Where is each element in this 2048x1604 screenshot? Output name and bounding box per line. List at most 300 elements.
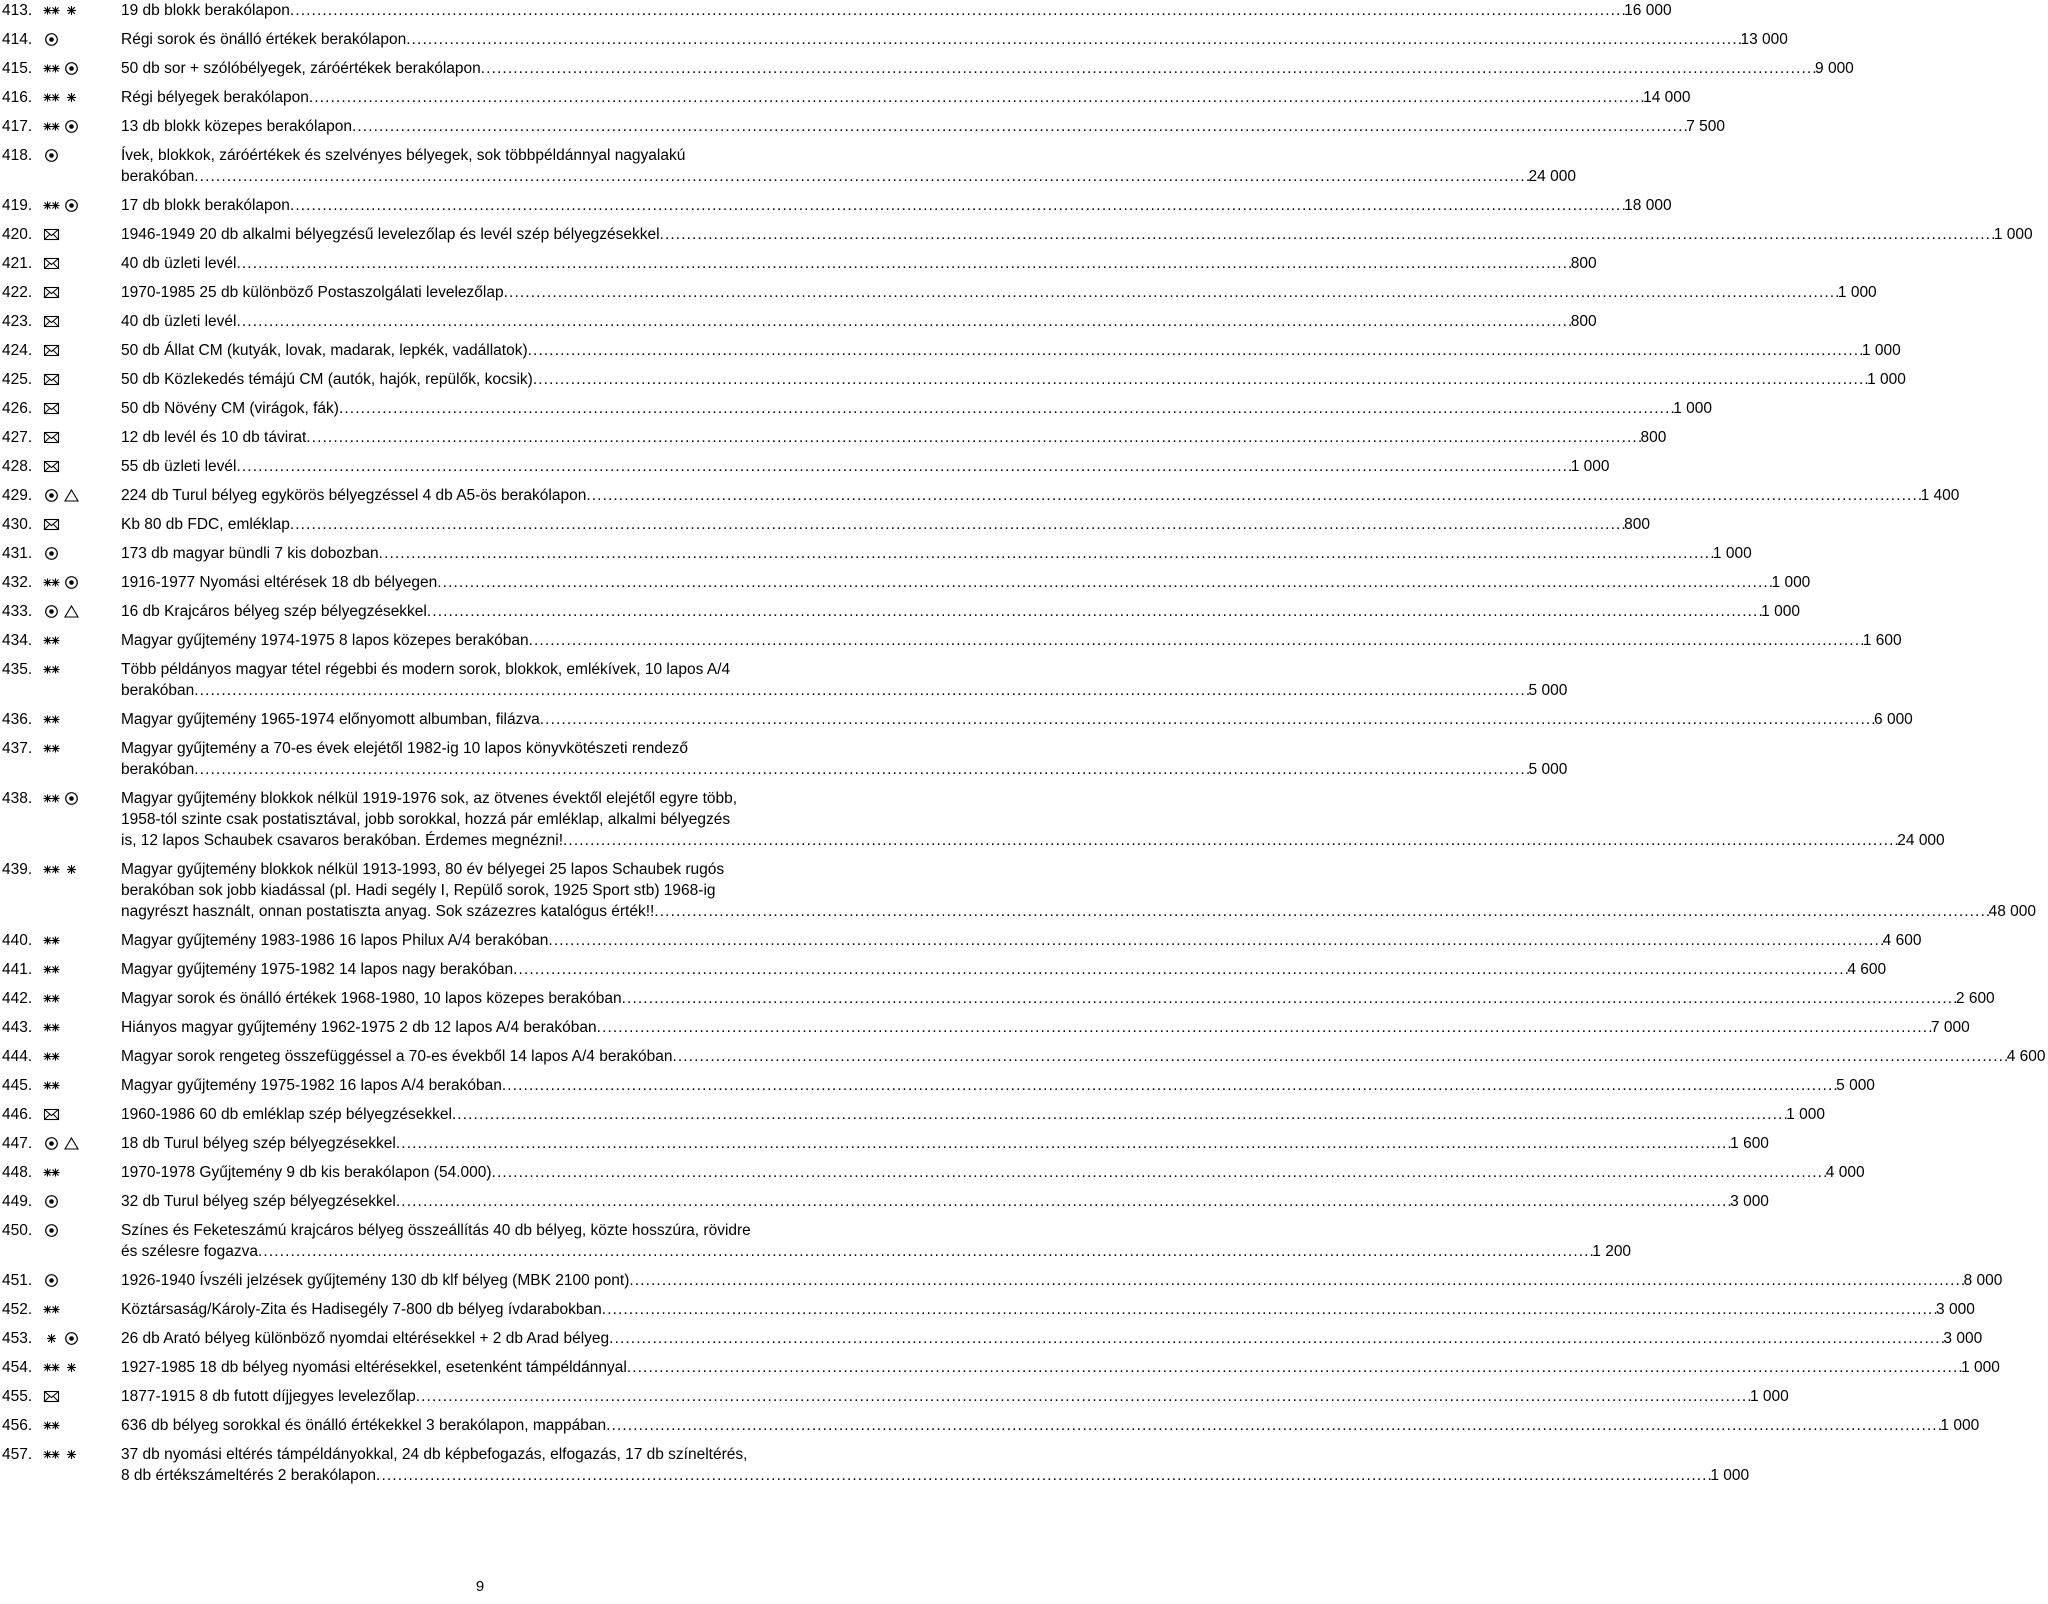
dot-leader xyxy=(528,340,1862,361)
lot-description xyxy=(121,340,1903,361)
dot-leader xyxy=(376,1465,1710,1486)
condition-icons xyxy=(43,959,121,980)
condition-icons xyxy=(43,398,121,419)
lot-description xyxy=(121,58,1856,79)
lot-description xyxy=(121,1270,2004,1291)
condition-icons xyxy=(43,659,121,701)
lot-number: 457. xyxy=(2,1446,33,1463)
description-text: Magyar gyűjtemény 1983-1986 16 lapos Philux A/4 berakóban xyxy=(121,932,549,949)
condition-icons xyxy=(43,1220,121,1262)
circle-postmark-icon xyxy=(43,488,60,503)
description-text: 1960-1986 60 db emléklap szép bélyegzésekkel xyxy=(121,1106,452,1123)
description-price-line xyxy=(121,1075,1875,1096)
description-price-line xyxy=(121,282,1877,303)
lot-price: 1 000 xyxy=(1710,1467,1750,1484)
description-text: 13 db blokk közepes berakólapon xyxy=(121,118,352,135)
description-line: Magyar gyűjtemény blokkok nélkül 1913-1993, 80 év bélyegei 25 lapos Schaubek rugós xyxy=(121,861,725,878)
lot-number: 418. xyxy=(2,147,33,164)
condition-icons xyxy=(43,340,121,361)
triangle-icon xyxy=(63,488,80,503)
condition-icons xyxy=(43,282,121,303)
description-text: is, 12 lapos Schaubek csavaros berakóban. Érdemes megnézni! xyxy=(121,832,563,849)
description-text: 50 db Növény CM (virágok, fák) xyxy=(121,400,339,417)
condition-icons xyxy=(43,1444,121,1486)
envelope-icon xyxy=(43,430,60,445)
description-price-line xyxy=(121,224,2033,245)
dot-leader xyxy=(306,427,1640,448)
dot-leader xyxy=(533,369,1867,390)
condition-icons xyxy=(43,485,121,506)
circle-postmark-icon xyxy=(63,791,80,806)
lot-entry xyxy=(2,543,1752,564)
description-line: Színes és Feketeszámú krajcáros bélyeg összeállítás 40 db bélyeg, közte hosszúra, rövidre xyxy=(121,1222,751,1239)
dot-leader xyxy=(563,830,1897,851)
lot-description xyxy=(121,659,1569,701)
lot-number: 423. xyxy=(2,313,33,330)
double-star-icon xyxy=(43,862,60,877)
description-price-line xyxy=(121,87,1691,108)
lot-entry xyxy=(2,738,1568,780)
star-icon xyxy=(63,1447,80,1462)
double-star-icon xyxy=(43,633,60,648)
description-text: 32 db Turul bélyeg szép bélyegzésekkel xyxy=(121,1193,396,1210)
lot-number: 432. xyxy=(2,574,33,591)
condition-icons xyxy=(43,709,121,730)
lot-number: 428. xyxy=(2,458,33,475)
lot-entry xyxy=(2,859,2037,922)
condition-icons xyxy=(43,1162,121,1183)
description-line: Magyar gyűjtemény a 70-es évek elejétől 1982-ig 10 lapos könyvkötészeti rendező xyxy=(121,740,688,757)
description-price-line xyxy=(121,427,1666,448)
lot-number: 443. xyxy=(2,1019,33,1036)
lot-price: 1 000 xyxy=(1673,400,1713,417)
envelope-icon xyxy=(43,1107,60,1122)
description-price-line xyxy=(121,1270,2002,1291)
envelope-icon xyxy=(43,285,60,300)
lot-number: 446. xyxy=(2,1106,33,1123)
dot-leader xyxy=(606,1415,1940,1436)
envelope-icon xyxy=(43,401,60,416)
lot-description xyxy=(121,1017,1972,1038)
lot-price: 8 000 xyxy=(1963,1272,2003,1289)
description-price-line xyxy=(121,1415,1979,1436)
lot-entry xyxy=(2,601,1800,622)
dot-leader xyxy=(437,572,1771,593)
lot-price: 1 000 xyxy=(1940,1417,1980,1434)
condition-icons xyxy=(43,1104,121,1125)
lot-description xyxy=(121,930,1923,951)
dot-leader xyxy=(481,58,1815,79)
condition-icons xyxy=(43,456,121,477)
lot-description xyxy=(121,0,1674,21)
lot-price: 24 000 xyxy=(1897,832,1945,849)
description-text: Magyar sorok rengeteg összefüggéssel a 70-es évekből 14 lapos A/4 berakóban xyxy=(121,1048,673,1065)
star-icon xyxy=(63,3,80,18)
condition-icons xyxy=(43,116,121,137)
lot-entry xyxy=(2,659,1568,701)
lot-number: 426. xyxy=(2,400,33,417)
double-star-icon xyxy=(43,791,60,806)
double-star-icon xyxy=(43,61,60,76)
lot-number: 450. xyxy=(2,1222,33,1239)
lot-number: 431. xyxy=(2,545,33,562)
description-price-line xyxy=(121,901,2036,922)
dot-leader xyxy=(492,1162,1826,1183)
lot-description xyxy=(121,1328,1984,1349)
double-star-icon xyxy=(43,991,60,1006)
lot-number: 456. xyxy=(2,1417,33,1434)
lot-description xyxy=(121,1220,1633,1262)
circle-postmark-icon xyxy=(63,119,80,134)
triangle-icon xyxy=(63,1136,80,1151)
description-price-line xyxy=(121,116,1725,137)
dot-leader xyxy=(672,1046,2006,1067)
lot-entry xyxy=(2,29,1788,50)
star-icon xyxy=(63,862,80,877)
lot-price: 3 000 xyxy=(1936,1301,1975,1318)
condition-icons xyxy=(43,514,121,535)
circle-postmark-icon xyxy=(43,32,60,47)
lot-description xyxy=(121,145,1578,187)
lot-entry xyxy=(2,58,1854,79)
lot-price: 1 000 xyxy=(1861,342,1901,359)
lot-description xyxy=(121,485,1961,506)
lot-price: 1 000 xyxy=(1786,1106,1825,1123)
description-price-line xyxy=(121,398,1712,419)
lot-number: 417. xyxy=(2,118,33,135)
lot-entry xyxy=(2,1133,1769,1154)
circle-postmark-icon xyxy=(63,575,80,590)
condition-icons xyxy=(43,427,121,448)
dot-leader xyxy=(622,988,1956,1009)
dot-leader xyxy=(529,630,1863,651)
lot-price: 24 000 xyxy=(1528,168,1576,185)
condition-icons xyxy=(43,29,121,50)
description-text: 636 db bélyeg sorokkal és önálló értékekkel 3 berakólapon, mappában xyxy=(121,1417,607,1434)
circle-postmark-icon xyxy=(43,148,60,163)
dot-leader xyxy=(236,311,1570,332)
description-line: 1958-tól szinte csak postatisztával, jobb sorokkal, hozzá pár emléklap, alkalmi bélyegzés xyxy=(121,811,731,828)
condition-icons xyxy=(43,1133,121,1154)
lot-price: 9 000 xyxy=(1815,60,1854,77)
lot-description xyxy=(121,601,1802,622)
lot-price: 1 600 xyxy=(1862,632,1902,649)
lot-number: 416. xyxy=(2,89,33,106)
lot-description xyxy=(121,282,1879,303)
condition-icons xyxy=(43,572,121,593)
lot-number: 434. xyxy=(2,632,33,649)
condition-icons xyxy=(43,1386,121,1407)
dot-leader xyxy=(654,901,1988,922)
dot-leader xyxy=(660,224,1994,245)
lot-number: 453. xyxy=(2,1330,33,1347)
circle-postmark-icon xyxy=(43,546,60,561)
lot-number: 449. xyxy=(2,1193,33,1210)
double-star-icon xyxy=(43,1418,60,1433)
circle-postmark-icon xyxy=(63,1331,80,1346)
condition-icons xyxy=(43,1357,121,1378)
lot-price: 16 000 xyxy=(1624,2,1672,19)
lot-description xyxy=(121,514,1652,535)
circle-postmark-icon xyxy=(43,1223,60,1238)
description-price-line xyxy=(121,1017,1970,1038)
envelope-icon xyxy=(43,227,60,242)
lot-description xyxy=(121,859,2038,922)
description-price-line xyxy=(121,340,1901,361)
description-price-line xyxy=(121,601,1800,622)
lot-description xyxy=(121,398,1714,419)
description-price-line xyxy=(121,572,1810,593)
description-price-line xyxy=(121,195,1672,216)
description-text: berakóban xyxy=(121,761,195,778)
double-star-icon xyxy=(43,1049,60,1064)
double-star-icon xyxy=(43,1020,60,1035)
double-star-icon xyxy=(43,712,60,727)
condition-icons xyxy=(43,1328,121,1349)
lot-description xyxy=(121,87,1693,108)
description-price-line xyxy=(121,630,1902,651)
dot-leader xyxy=(290,195,1624,216)
circle-postmark-icon xyxy=(43,604,60,619)
condition-icons xyxy=(43,988,121,1009)
description-text: 40 db üzleti levél xyxy=(121,313,237,330)
lot-entry xyxy=(2,1075,1875,1096)
dot-leader xyxy=(627,1357,1961,1378)
star-icon xyxy=(63,90,80,105)
lot-entry xyxy=(2,630,1902,651)
lot-number: 429. xyxy=(2,487,33,504)
lot-description xyxy=(121,1104,1827,1125)
double-star-icon xyxy=(43,1165,60,1180)
dot-leader xyxy=(502,1075,1836,1096)
lot-price: 13 000 xyxy=(1740,31,1788,48)
condition-icons xyxy=(43,788,121,851)
description-price-line xyxy=(121,1241,1631,1262)
description-text: Hiányos magyar gyűjtemény 1962-1975 2 db 12 lapos A/4 berakóban xyxy=(121,1019,597,1036)
envelope-icon xyxy=(43,1389,60,1404)
lot-price: 7 500 xyxy=(1686,118,1726,135)
lot-price: 1 200 xyxy=(1592,1243,1632,1260)
description-price-line xyxy=(121,485,1959,506)
envelope-icon xyxy=(43,459,60,474)
lot-description xyxy=(121,311,1599,332)
lot-entry xyxy=(2,988,1995,1009)
dot-leader xyxy=(339,398,1673,419)
description-text: 50 db sor + szólóbélyegek, záróértékek berakólapon xyxy=(121,60,481,77)
lot-price: 2 600 xyxy=(1955,990,1995,1007)
lot-price: 4 600 xyxy=(1847,961,1887,978)
dot-leader xyxy=(194,759,1528,780)
lot-entry xyxy=(2,1270,2003,1291)
lot-number: 422. xyxy=(2,284,33,301)
lot-number: 445. xyxy=(2,1077,33,1094)
dot-leader xyxy=(236,456,1570,477)
condition-icons xyxy=(43,369,121,390)
double-star-icon xyxy=(43,1360,60,1375)
lot-price: 5 000 xyxy=(1528,761,1568,778)
circle-postmark-icon xyxy=(63,61,80,76)
description-price-line xyxy=(121,959,1886,980)
lot-description xyxy=(121,543,1754,564)
description-text: 1946-1949 20 db alkalmi bélyegzésű levelezőlap és levél szép bélyegzésekkel xyxy=(121,226,660,243)
lot-entry xyxy=(2,1357,2000,1378)
condition-icons xyxy=(43,253,121,274)
condition-icons xyxy=(43,0,121,21)
double-star-icon xyxy=(43,119,60,134)
lot-description xyxy=(121,738,1569,780)
condition-icons xyxy=(43,1017,121,1038)
condition-icons xyxy=(43,1046,121,1067)
lot-price: 800 xyxy=(1640,429,1667,446)
condition-icons xyxy=(43,543,121,564)
description-text: 50 db Közlekedés témájú CM (autók, hajók, repülők, kocsik) xyxy=(121,371,533,388)
description-line: berakóban sok jobb kiadással (pl. Hadi segély I, Repülő sorok, 1925 Sport stb) 1968-ig xyxy=(121,882,716,899)
dot-leader xyxy=(586,485,1920,506)
description-text: 17 db blokk berakólapon xyxy=(121,197,290,214)
lot-number: 413. xyxy=(2,2,33,19)
description-price-line xyxy=(121,1104,1825,1125)
lot-entry xyxy=(2,195,1672,216)
lot-entry xyxy=(2,514,1650,535)
lot-number: 447. xyxy=(2,1135,33,1152)
lot-description xyxy=(121,1357,2002,1378)
lot-price: 14 000 xyxy=(1643,89,1691,106)
condition-icons xyxy=(43,311,121,332)
double-star-icon xyxy=(43,962,60,977)
description-price-line xyxy=(121,1046,2046,1067)
condition-icons xyxy=(43,195,121,216)
lot-entry xyxy=(2,1191,1769,1212)
dot-leader xyxy=(290,514,1624,535)
dot-leader xyxy=(602,1299,1936,1320)
lot-entry xyxy=(2,1046,2046,1067)
lot-description xyxy=(121,253,1599,274)
dot-leader xyxy=(194,680,1528,701)
lot-price: 800 xyxy=(1570,313,1597,330)
condition-icons xyxy=(43,601,121,622)
description-text: 12 db levél és 10 db távirat xyxy=(121,429,307,446)
double-star-icon xyxy=(43,933,60,948)
lot-number: 452. xyxy=(2,1301,33,1318)
lot-entry xyxy=(2,709,1913,730)
lot-number: 435. xyxy=(2,661,33,678)
lot-price: 1 600 xyxy=(1730,1135,1769,1152)
lot-price: 1 000 xyxy=(1570,458,1610,475)
dot-leader xyxy=(396,1191,1730,1212)
dot-leader xyxy=(352,116,1686,137)
lot-entry xyxy=(2,1162,1865,1183)
description-text: 26 db Arató bélyeg különböző nyomdai eltérésekkel + 2 db Arad bélyeg xyxy=(121,1330,610,1347)
lot-number: 448. xyxy=(2,1164,33,1181)
lot-list xyxy=(2,0,2046,1494)
lot-number: 414. xyxy=(2,31,33,48)
dot-leader xyxy=(309,87,1643,108)
description-text: Magyar gyűjtemény 1975-1982 16 lapos A/4 berakóban xyxy=(121,1077,502,1094)
lot-description xyxy=(121,1046,2048,1067)
lot-entry xyxy=(2,572,1811,593)
double-star-icon xyxy=(43,1302,60,1317)
description-text: Magyar gyűjtemény 1965-1974 előnyomott albumban, filázva xyxy=(121,711,540,728)
lot-description xyxy=(121,195,1674,216)
description-text: 8 db értékszámeltérés 2 berakólapon xyxy=(121,1467,377,1484)
description-text: 50 db Állat CM (kutyák, lovak, madarak, lepkék, vadállatok) xyxy=(121,342,528,359)
dot-leader xyxy=(236,253,1570,274)
dot-leader xyxy=(513,959,1847,980)
lot-entry xyxy=(2,1444,1750,1486)
lot-entry xyxy=(2,1017,1970,1038)
lot-entry xyxy=(2,0,1672,21)
dot-leader xyxy=(258,1241,1592,1262)
lot-price: 1 000 xyxy=(1867,371,1906,388)
lot-price: 7 000 xyxy=(1930,1019,1970,1036)
dot-leader xyxy=(416,1386,1750,1407)
description-text: 173 db magyar bündli 7 kis dobozban xyxy=(121,545,379,562)
double-star-icon xyxy=(43,198,60,213)
lot-entry xyxy=(2,930,1922,951)
lot-number: 415. xyxy=(2,60,33,77)
description-text: berakóban xyxy=(121,168,195,185)
lot-entry xyxy=(2,1415,1980,1436)
lot-description xyxy=(121,1075,1877,1096)
description-price-line xyxy=(121,543,1752,564)
description-text: 1970-1985 25 db különböző Postaszolgálati levelezőlap xyxy=(121,284,504,301)
lot-entry xyxy=(2,959,1887,980)
lot-price: 1 000 xyxy=(1749,1388,1789,1405)
description-price-line xyxy=(121,759,1567,780)
lot-price: 4 000 xyxy=(1825,1164,1865,1181)
condition-icons xyxy=(43,930,121,951)
lot-description xyxy=(121,788,1947,851)
lot-number: 420. xyxy=(2,226,33,243)
lot-description xyxy=(121,959,1888,980)
lot-price: 1 000 xyxy=(1771,574,1811,591)
envelope-icon xyxy=(43,314,60,329)
envelope-icon xyxy=(43,343,60,358)
lot-price: 4 600 xyxy=(1882,932,1922,949)
description-price-line xyxy=(121,988,1995,1009)
description-text: 1927-1985 18 db bélyeg nyomási eltérésekkel, esetenként támpéldánnyal xyxy=(121,1359,627,1376)
lot-price: 18 000 xyxy=(1624,197,1672,214)
lot-entry xyxy=(2,116,1726,137)
description-price-line xyxy=(121,253,1597,274)
dot-leader xyxy=(504,282,1838,303)
lot-price: 48 000 xyxy=(1988,903,2037,920)
description-price-line xyxy=(121,58,1854,79)
lot-number: 444. xyxy=(2,1048,33,1065)
lot-number: 454. xyxy=(2,1359,33,1376)
description-price-line xyxy=(121,830,1945,851)
condition-icons xyxy=(43,738,121,780)
lot-number: 451. xyxy=(2,1272,33,1289)
dot-leader xyxy=(427,601,1761,622)
description-price-line xyxy=(121,1133,1769,1154)
lot-entry xyxy=(2,1328,1983,1349)
lot-price: 800 xyxy=(1570,255,1597,272)
star-icon xyxy=(63,1360,80,1375)
description-text: 224 db Turul bélyeg egykörös bélyegzéssel 4 db A5-ös berakólapon xyxy=(121,487,587,504)
description-text: 1877-1915 8 db futott díjjegyes levelezőlap xyxy=(121,1388,416,1405)
description-text: Magyar sorok és önálló értékek 1968-1980, 10 lapos közepes berakóban xyxy=(121,990,622,1007)
dot-leader xyxy=(452,1104,1786,1125)
lot-number: 438. xyxy=(2,790,33,807)
lot-number: 437. xyxy=(2,740,33,757)
description-price-line xyxy=(121,0,1672,21)
description-price-line xyxy=(121,166,1576,187)
description-line: Több példányos magyar tétel régebbi és modern sorok, blokkok, emlékívek, 10 lapos A/4 xyxy=(121,661,731,678)
lot-description xyxy=(121,427,1668,448)
circle-postmark-icon xyxy=(63,198,80,213)
lot-entry xyxy=(2,340,1901,361)
